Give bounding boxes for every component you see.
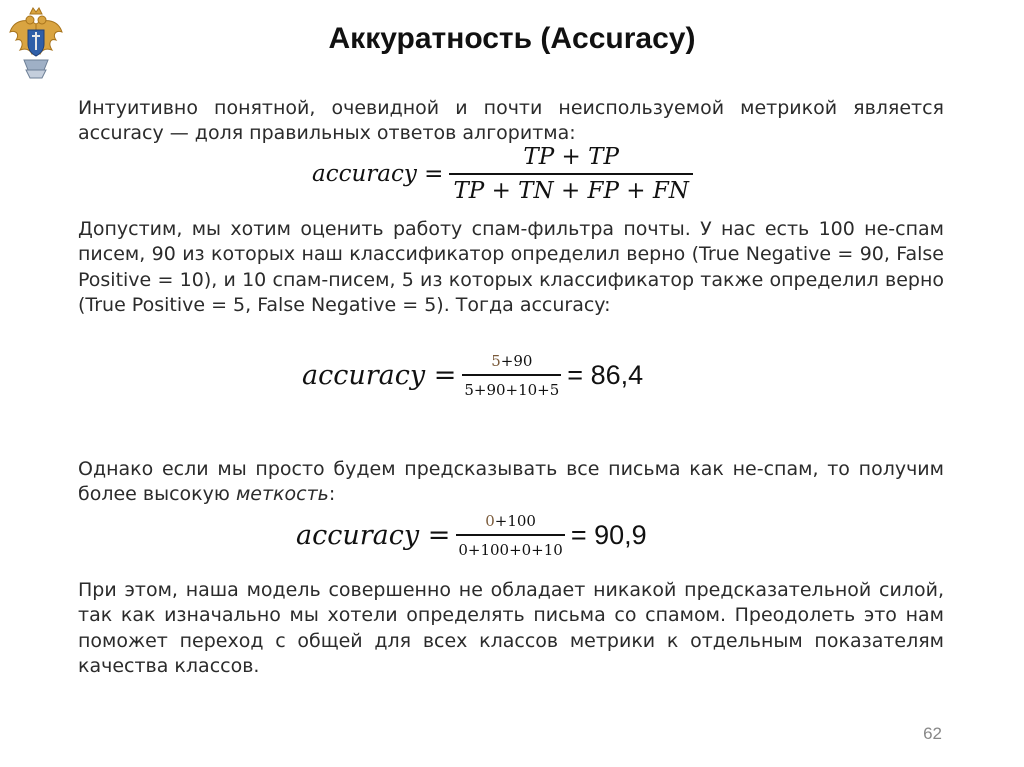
formula-example-2 <box>296 512 647 559</box>
italic-term: меткость <box>235 483 329 506</box>
formula-lhs: accuracy = <box>302 359 457 391</box>
page-number: 62 <box>923 724 942 743</box>
paragraph-conclusion: При этом, наша модель совершенно не обладает никакой предсказательной силой, так как изначально мы хотели определять письма со спамом. Преодолеть это нам поможет переход с общей для всех классов метрики к отдельным показателям качества классов. <box>78 579 944 678</box>
formula-lhs: accuracy = <box>296 519 451 551</box>
denominator: 0+100+0+10 <box>458 540 563 559</box>
formula-lhs: accuracy = <box>312 160 444 187</box>
numerator: TP + TP <box>523 144 619 170</box>
formula-general <box>312 144 693 204</box>
fraction <box>462 352 561 399</box>
numerator-rest: +90 <box>500 352 533 370</box>
denominator: 5+90+10+5 <box>464 380 560 399</box>
denominator: TP + TN + FP + FN <box>453 177 689 204</box>
text-part: Однако если мы просто будем предсказывать все письма как не-спам, то получим более высокую <box>78 458 944 506</box>
numerator-rest: +100 <box>494 512 536 530</box>
slide-title: Аккуратность (Accuracy) <box>328 22 696 55</box>
numerator-first: 5 <box>491 352 501 370</box>
fraction <box>456 512 565 559</box>
paragraph-intro: Интуитивно понятной, очевидной и почти неиспользуемой метрикой является accuracy — доля правильных ответов алгоритма: <box>78 97 944 145</box>
paragraph-example: Допустим, мы хотим оценить работу спам-фильтра почты. У нас есть 100 не-спам писем, 90 из которых наш классификатор определил верно (True Negative = 90, False Positive = 10), и 10 спам-писем, 5 из которых классификатор также определил верно (True Positive = 5, False Negative = 5). Тогда accuracy: <box>78 218 944 317</box>
formula-result: = 86,4 <box>567 359 644 390</box>
formula-example-1 <box>302 352 643 399</box>
numerator <box>491 352 532 374</box>
fraction <box>449 144 692 204</box>
text-part: : <box>328 483 336 506</box>
paragraph-nonspam <box>78 457 944 508</box>
numerator <box>485 512 536 534</box>
formula-result: = 90,9 <box>570 519 647 550</box>
numerator-first: 0 <box>485 512 495 530</box>
